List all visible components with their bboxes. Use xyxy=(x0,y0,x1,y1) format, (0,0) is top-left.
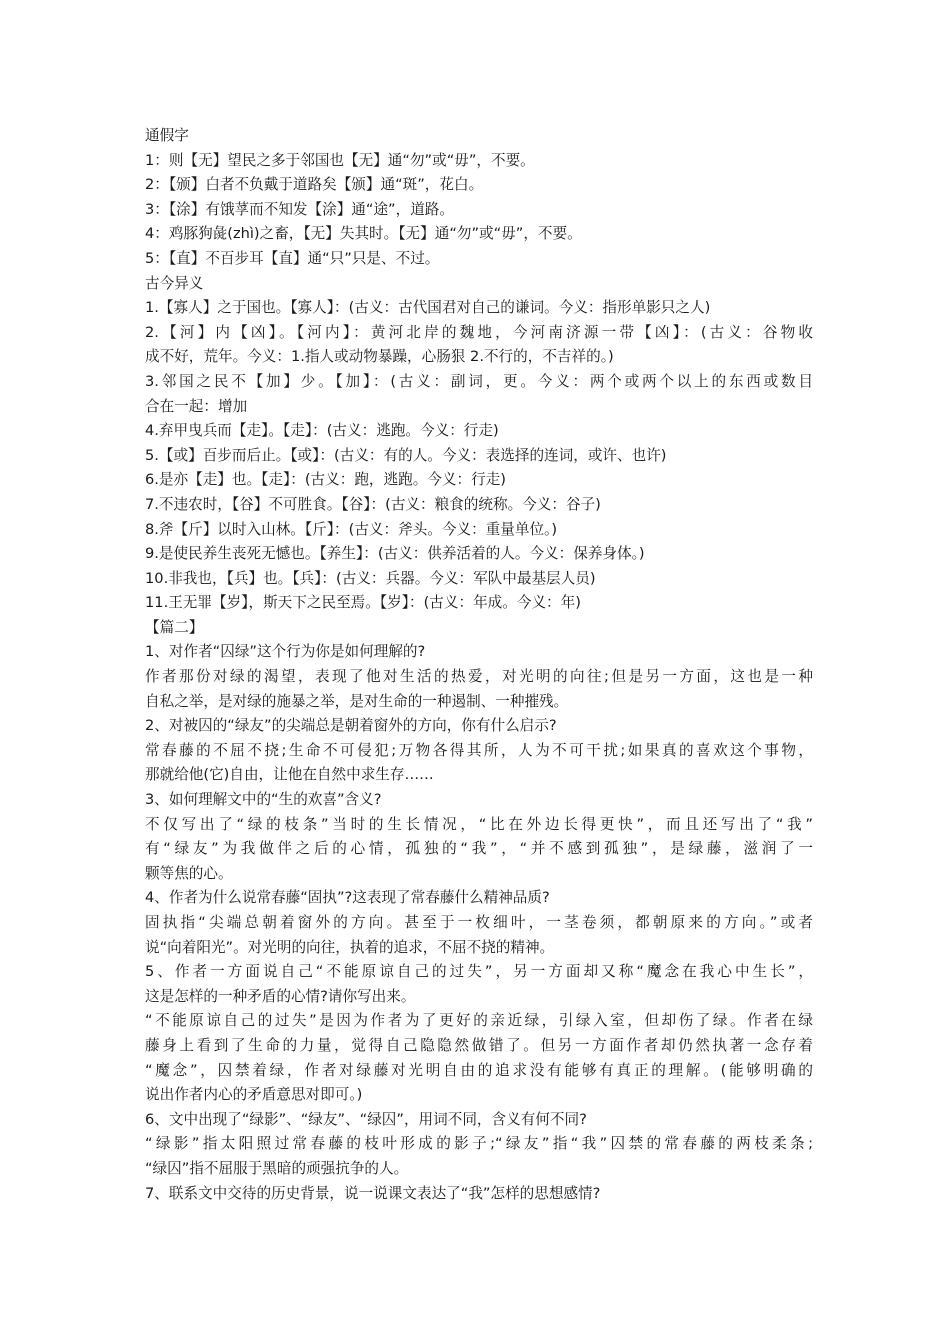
heading-gujinyiyi: 古今异义 xyxy=(145,274,204,292)
text-line: 11.王无罪【岁】，斯天下之民至焉。【岁】：(古义：年成。今义：年) xyxy=(145,594,581,612)
text-line: 4.弃甲曳兵而【走】。【走】：(古义：逃跑。今义：行走) xyxy=(145,422,499,440)
answer-line: “魔念”，囚禁着绿，作者对绿藤对光明自由的追求没有能够有真正的理解。(能够明确的 xyxy=(145,1061,813,1079)
answer-line: 颗等焦的心。 xyxy=(145,864,233,882)
question-line: 1、对作者“囚绿”这个行为你是如何理解的? xyxy=(145,643,426,661)
answer-line: “绿影”指太阳照过常春藤的枝叶形成的影子;“绿友”指“我”囚禁的常春藤的两枝柔条; xyxy=(145,1135,813,1153)
text-line: 成不好，荒年。今义：1.指人或动物暴躁，心肠狠 2.不行的，不吉祥的。) xyxy=(145,348,614,366)
text-line: 10.非我也，【兵】也。【兵】：(古义：兵器。今义：军队中最基层人员) xyxy=(145,569,596,587)
question-line: 3、如何理解文中的“生的欢喜”含义? xyxy=(145,791,382,809)
answer-line: 有“绿友”为我做伴之后的心情，孤独的“我”，“并不感到孤独”，是绿藤，滋润了一 xyxy=(145,840,813,858)
question-line: 5、作者一方面说自己“不能原谅自己的过失”，另一方面却又称“魔念在我心中生长”， xyxy=(145,963,813,981)
text-line: 3：【涂】有饿莩而不知发【涂】通“途”，道路。 xyxy=(145,200,454,218)
text-line: 8.斧【斤】以时入山林。【斤】：(古义：斧头。今义：重量单位。) xyxy=(145,520,558,538)
text-line: 6.是亦【走】也。【走】：(古义：跑，逃跑。今义：行走) xyxy=(145,471,506,489)
answer-line: 说出作者内心的矛盾意思对即可。) xyxy=(145,1086,363,1104)
text-line: 5：【直】不百步耳【直】通“只”只是、不过。 xyxy=(145,249,440,267)
answer-line: 说“向着阳光”。对光明的向往，执着的追求，不屈不挠的精神。 xyxy=(145,938,555,956)
text-line: 7.不违农时，【谷】不可胜食。【谷】：(古义：粮食的统称。今义：谷子) xyxy=(145,495,601,513)
text-line: 5.【或】百步而后止。【或】：(古义：有的人。今义：表选择的连词，或许、也许) xyxy=(145,446,667,464)
heading-tongjiazi: 通假字 xyxy=(145,127,189,144)
question-line: 2、对被囚的“绿友”的尖端总是朝着窗外的方向，你有什么启示? xyxy=(145,717,557,735)
text-line: 2.【河】内【凶】。【河内】：黄河北岸的魏地，今河南济源一带【凶】：(古义：谷物收 xyxy=(145,323,813,341)
text-line: 1.【寡人】之于国也。【寡人】：(古义：古代国君对自己的谦词。今义：指形单影只之人) xyxy=(145,299,711,317)
document-body xyxy=(145,124,813,1206)
answer-line: 固执指“尖端总朝着窗外的方向。甚至于一枚细叶，一茎卷须，都朝原来的方向。”或者 xyxy=(145,914,813,931)
text-line: 9.是使民养生丧死无憾也。【养生】：(古义：供养活着的人。今义：保养身体。) xyxy=(145,545,645,563)
text-line: 1：则【无】望民之多于邻国也【无】通“勿”或“毋”，不要。 xyxy=(145,151,535,169)
answer-line: “不能原谅自己的过失”是因为作者为了更好的亲近绿，引绿入室，但却伤了绿。作者在绿 xyxy=(145,1012,813,1030)
heading-pian-er: 【篇二】 xyxy=(145,618,204,636)
question-line: 4、作者为什么说常春藤“固执”?这表现了常春藤什么精神品质? xyxy=(145,889,550,907)
question-line: 7、联系文中交待的历史背景，说一说课文表达了“我”怎样的思想感情? xyxy=(145,1184,601,1202)
answer-line: 不仅写出了“绿的枝条”当时的生长情况，“比在外边长得更快”，而且还写出了“我” xyxy=(145,815,813,833)
question-line: 这是怎样的一种矛盾的心情?请你写出来。 xyxy=(145,987,416,1005)
text-line: 2：【颁】白者不负戴于道路矣【颁】通“斑”，花白。 xyxy=(145,176,484,194)
text-line: 3.邻国之民不【加】少。【加】：(古义：副词，更。今义：两个或两个以上的东西或数目 xyxy=(145,372,813,390)
question-line: 6、文中出现了“绿影”、“绿友”、“绿囚”，用词不同，含义有何不同? xyxy=(145,1110,587,1128)
text-line: 合在一起：增加 xyxy=(145,397,248,415)
answer-line: 常春藤的不屈不挠;生命不可侵犯;万物各得其所，人为不可干扰;如果真的喜欢这个事物， xyxy=(145,741,813,759)
answer-line: 藤身上看到了生命的力量，觉得自己隐隐然做错了。但另一方面作者却仍然执著一念存着 xyxy=(145,1036,813,1054)
answer-line: 那就给他(它)自由，让他在自然中求生存…… xyxy=(145,766,434,784)
answer-line: 自私之举，是对绿的施暴之举，是对生命的一种遏制、一种摧残。 xyxy=(145,692,569,710)
text-line: 4：鸡豚狗彘(zhì)之畜，【无】失其时。【无】通“勿”或“毋”，不要。 xyxy=(145,225,582,243)
answer-line: 作者那份对绿的渴望，表现了他对生活的热爱，对光明的向往;但是另一方面，这也是一种 xyxy=(145,668,813,686)
answer-line: “绿囚”指不屈服于黑暗的顽强抗争的人。 xyxy=(145,1159,409,1177)
